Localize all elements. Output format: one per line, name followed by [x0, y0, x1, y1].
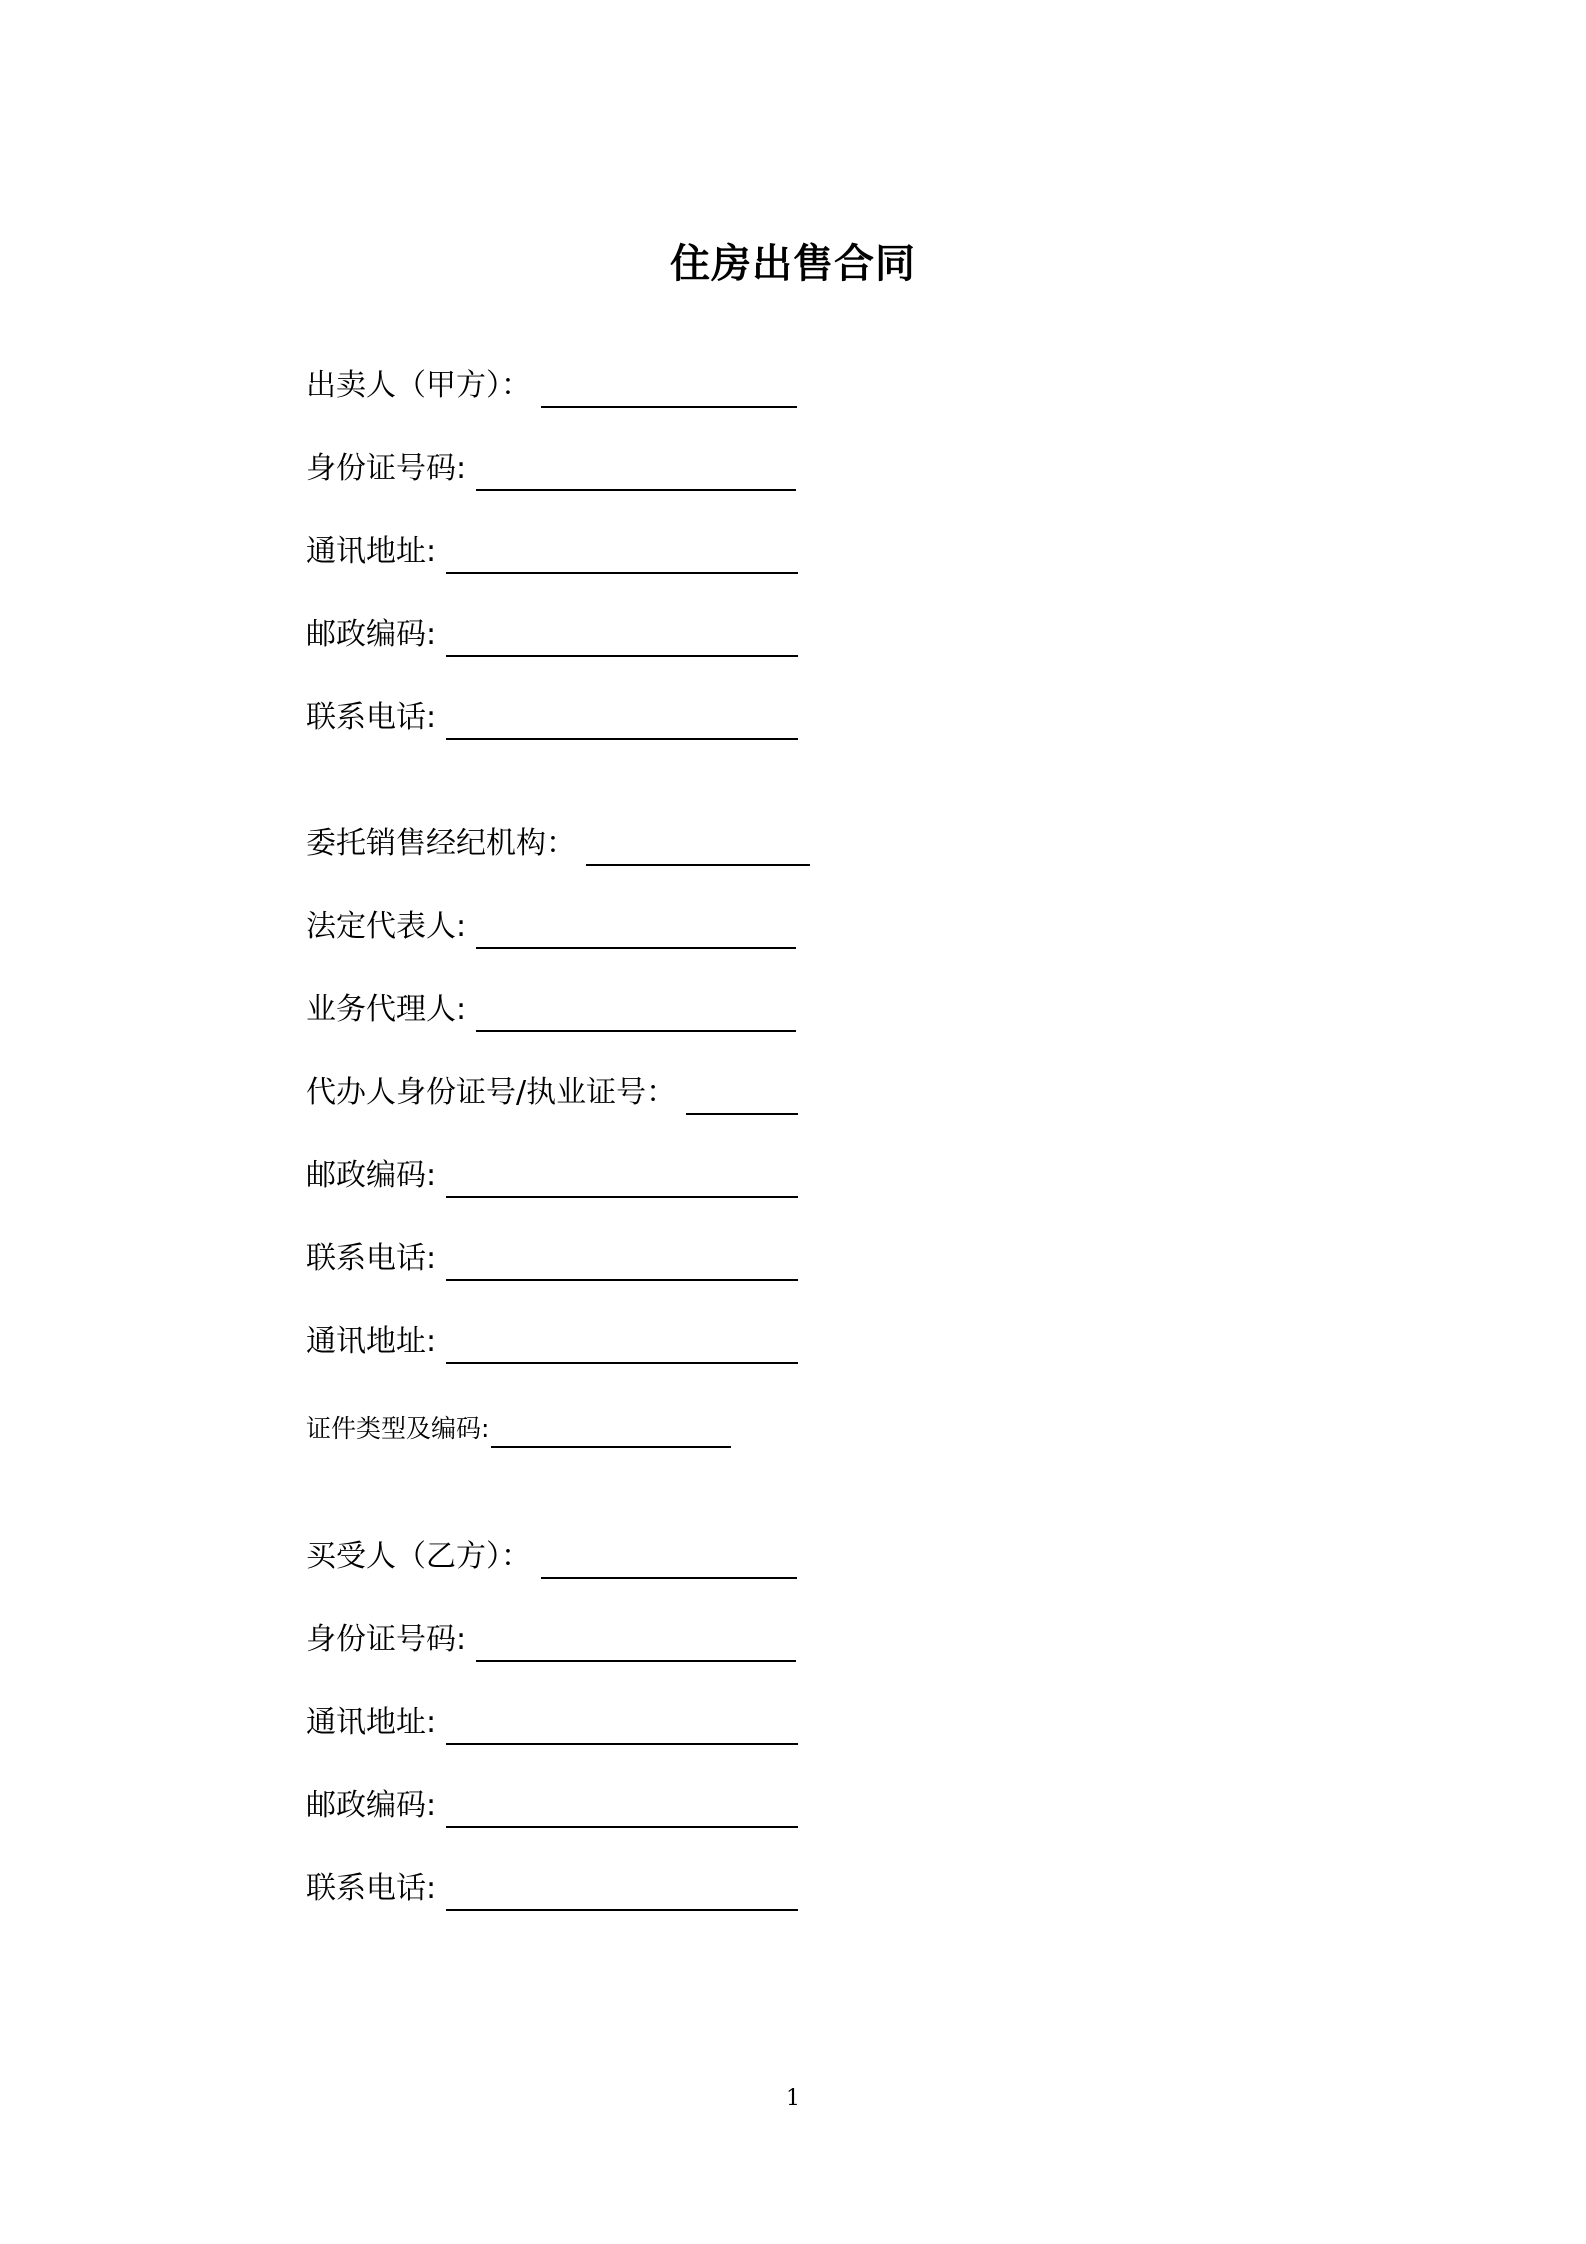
seller-phone-blank[interactable] — [446, 738, 798, 740]
agency-agent-id-field — [306, 1059, 798, 1115]
agency-name-label: 委托销售经纪机构： — [306, 826, 576, 861]
agency-cert-field — [306, 1392, 731, 1448]
seller-name-blank[interactable] — [541, 406, 797, 408]
page-title: 住房出售合同 — [670, 241, 916, 287]
buyer-phone-blank[interactable] — [446, 1909, 798, 1911]
seller-postcode-label: 邮政编码: — [306, 617, 437, 652]
agency-name-blank[interactable] — [586, 864, 810, 866]
buyer-id-label: 身份证号码: — [306, 1622, 467, 1657]
seller-name-label: 出卖人（甲方）： — [306, 368, 531, 403]
buyer-name-blank[interactable] — [541, 1577, 797, 1579]
agency-address-field — [306, 1308, 798, 1364]
agency-agent-label: 业务代理人: — [306, 992, 467, 1027]
agency-address-blank[interactable] — [446, 1362, 798, 1364]
buyer-address-label: 通讯地址: — [306, 1705, 437, 1740]
agency-phone-field — [306, 1225, 798, 1281]
agency-postcode-label: 邮政编码: — [306, 1158, 437, 1193]
seller-address-blank[interactable] — [446, 572, 798, 574]
buyer-address-field — [306, 1689, 798, 1745]
seller-name-field — [306, 352, 797, 408]
seller-address-label: 通讯地址: — [306, 534, 437, 569]
agency-phone-blank[interactable] — [446, 1279, 798, 1281]
seller-id-label: 身份证号码: — [306, 451, 467, 486]
buyer-address-blank[interactable] — [446, 1743, 798, 1745]
buyer-id-blank[interactable] — [476, 1660, 796, 1662]
seller-postcode-blank[interactable] — [446, 655, 798, 657]
agency-cert-label: 证件类型及编码: — [306, 1414, 490, 1443]
agency-legal-rep-blank[interactable] — [476, 947, 796, 949]
buyer-postcode-field — [306, 1772, 798, 1828]
agency-postcode-blank[interactable] — [446, 1196, 798, 1198]
agency-legal-rep-field — [306, 893, 796, 949]
agency-agent-id-label: 代办人身份证号/执业证号： — [306, 1075, 677, 1110]
seller-phone-field — [306, 684, 798, 740]
page-number: 1 — [786, 2086, 800, 2111]
buyer-id-field — [306, 1606, 796, 1662]
buyer-postcode-label: 邮政编码: — [306, 1788, 437, 1823]
seller-id-blank[interactable] — [476, 489, 796, 491]
seller-id-field — [306, 435, 796, 491]
agency-legal-rep-label: 法定代表人: — [306, 909, 467, 944]
seller-address-field — [306, 518, 798, 574]
agency-cert-blank[interactable] — [491, 1446, 731, 1448]
buyer-phone-label: 联系电话: — [306, 1871, 437, 1906]
agency-agent-blank[interactable] — [476, 1030, 796, 1032]
agency-agent-id-blank[interactable] — [686, 1113, 798, 1115]
agency-address-label: 通讯地址: — [306, 1324, 437, 1359]
buyer-name-label: 买受人（乙方）： — [306, 1539, 531, 1574]
buyer-phone-field — [306, 1855, 798, 1911]
seller-phone-label: 联系电话: — [306, 700, 437, 735]
agency-name-field — [306, 810, 810, 866]
agency-postcode-field — [306, 1142, 798, 1198]
buyer-name-field — [306, 1523, 797, 1579]
seller-postcode-field — [306, 601, 798, 657]
agency-agent-field — [306, 976, 796, 1032]
agency-phone-label: 联系电话: — [306, 1241, 437, 1276]
buyer-postcode-blank[interactable] — [446, 1826, 798, 1828]
